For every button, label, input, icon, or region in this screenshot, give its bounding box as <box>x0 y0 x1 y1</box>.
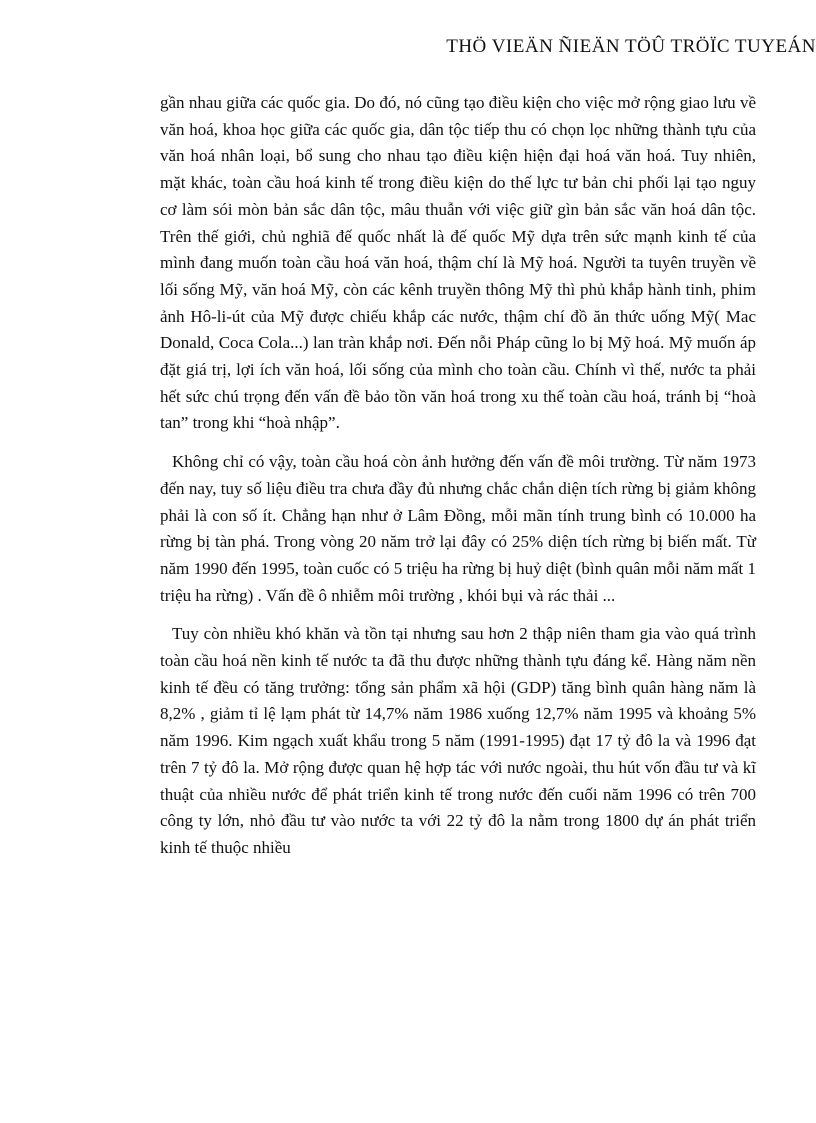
page-header: THÖ VIEÄN ÑIEÄN TÖÛ TRÖÏC TUYEÁN <box>446 36 816 57</box>
document-body <box>160 90 756 874</box>
paragraph-1: gần nhau giữa các quốc gia. Do đó, nó cũng tạo điều kiện cho việc mở rộng giao lưu về văn hoá, khoa học giữa các quốc gia, dân tộc tiếp thu có chọn lọc những thành tựu của văn hoá nhân loại, bổ sung cho nhau tạo điều kiện hiện đại hoá văn hoá. Tuy nhiên, mặt khác, toàn cầu hoá kinh tế trong điều kiện do thế lực tư bản chi phối lại tạo nguy cơ làm sói mòn bản sắc dân tộc, mâu thuẫn với việc giữ gìn bản sắc văn hoá dân tộc. Trên thế giới, chủ nghiã đế quốc nhất là đế quốc Mỹ dựa trên sức mạnh kinh tế của mình đang muốn toàn cầu hoá văn hoá, thậm chí là Mỹ hoá. Người ta tuyên truyền về lối sống Mỹ, văn hoá Mỹ, còn các kênh truyền thông Mỹ thì phủ khắp hành tinh, phim ảnh Hô-li-út của Mỹ được chiếu khắp các nước, thậm chí đồ ăn thức uống Mỹ( Mac Donald, Coca Cola...) lan tràn khắp nơi. Đến nỗi Pháp cũng lo bị Mỹ hoá. Mỹ muốn áp đặt giá trị, lợi ích văn hoá, lối sống của mình cho toàn cầu. Chính vì thế, nước ta phải hết sức chú trọng đến vấn đề bảo tồn văn hoá trong xu thế toàn cầu hoá, tránh bị “hoà tan” trong khi “hoà nhập”. <box>160 93 756 433</box>
paragraph-2: Không chỉ có vậy, toàn cầu hoá còn ảnh hưởng đến vấn đề môi trường. Từ năm 1973 đến nay, tuy số liệu điều tra chưa đầy đủ nhưng chắc chắn diện tích rừng bị giảm không phải là con số ít. Chẳng hạn như ở Lâm Đồng, mỗi mãn tính trung bình có 10.000 ha rừng bị tàn phá. Trong vòng 20 năm trở lại đây có 25% diện tích rừng bị biến mất. Từ năm 1990 đến 1995, toàn cuốc có 5 triệu ha rừng bị huỷ diệt (bình quân mỗi năm mất 1 triệu ha rừng) . Vấn đề ô nhiễm môi trường , khói bụi và rác thải ... <box>160 452 756 605</box>
paragraph-3: Tuy còn nhiều khó khăn và tồn tại nhưng sau hơn 2 thập niên tham gia vào quá trình toàn cầu hoá nền kinh tế nước ta đã thu được những thành tựu đáng kể. Hàng năm nền kinh tế đều có tăng trưởng: tổng sản phẩm xã hội (GDP) tăng bình quân hàng năm là 8,2% , giảm tỉ lệ lạm phát từ 14,7% năm 1986 xuống 12,7% năm 1995 và khoảng 5% năm 1996. Kim ngạch xuất khẩu trong 5 năm (1991-1995) đạt 17 tỷ đô la và 1996 đạt trên 7 tỷ đô la. Mở rộng được quan hệ hợp tác với nước ngoài, thu hút vốn đầu tư và kĩ thuật của nhiều nước để phát triển kinh tế trong nước đến cuối năm 1996 có trên 700 công ty lớn, nhỏ đầu tư vào nước ta với 22 tỷ đô la nằm trong 1800 dự án phát triển kinh tế thuộc nhiều <box>160 624 756 857</box>
